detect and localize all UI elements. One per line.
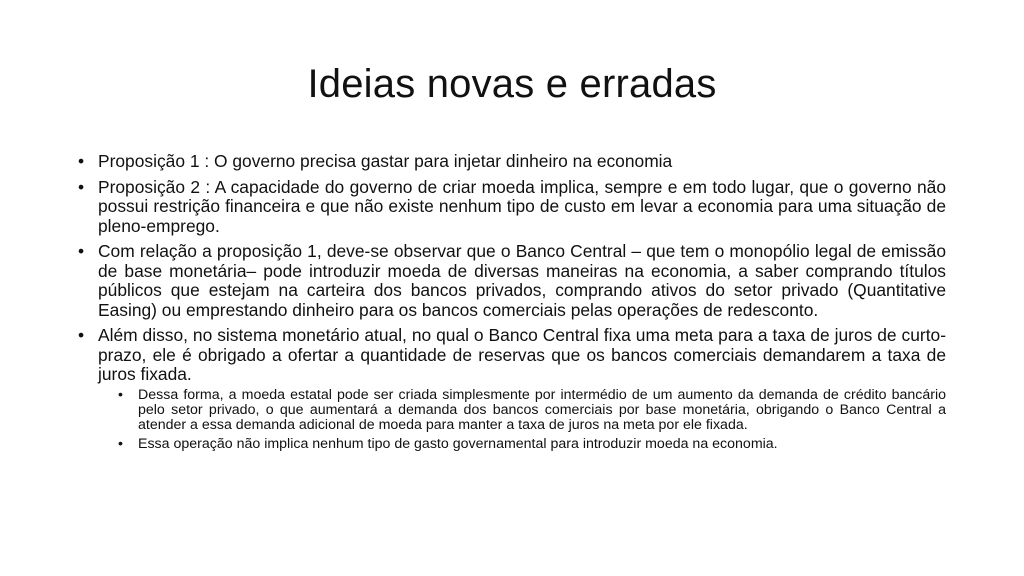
sub-bullet-dot-icon: • — [118, 436, 123, 453]
sub-bullet-text: Essa operação não implica nenhum tipo de gasto governamental para introduzir moeda na economia. — [138, 436, 778, 453]
bullet-dot-icon: • — [78, 176, 85, 197]
bullet-text: Com relação a proposição 1, deve-se observar que o Banco Central – que tem o monopólio legal de emissão de base monetária– pode introduzir moeda de diversas maneiras na economia, a saber comprando títulos públicos que estejam na carteira dos bancos privados, comprando ativos do setor privado (Quantitative Easing) ou emprestando dinheiro para os bancos comerciais pelas operações de redesconto. — [98, 241, 946, 320]
slide-content — [76, 152, 946, 459]
bullet-list — [76, 152, 946, 453]
bullet-text: Proposição 1 : O governo precisa gastar para injetar dinheiro na economia — [98, 151, 673, 171]
bullet-item-4 — [76, 326, 946, 453]
sub-bullet-list — [118, 388, 946, 453]
bullet-dot-icon: • — [78, 325, 85, 345]
bullet-text: Proposição 2 : A capacidade do governo de criar moeda implica, sempre e em todo lugar, que o governo não possui restrição financeira e que não existe nenhum tipo de custo em levar a economia para uma situação de pleno-emprego. — [98, 176, 946, 236]
bullet-text: Além disso, no sistema monetário atual, no qual o Banco Central fixa uma meta para a taxa de juros de curto-prazo, ele é obrigado a ofertar a quantidade de reservas que os bancos comerciais demandarem a taxa de juros fixada. — [98, 325, 946, 384]
sub-bullet-text: Dessa forma, a moeda estatal pode ser criada simplesmente por intermédio de um aumento da demanda de crédito bancário pelo setor privado, o que aumentará a demanda dos bancos comerciais por base monetária, obrigando o Banco Central a atender a essa demanda adicional de moeda para manter a taxa de juros na meta por ele fixada. — [138, 386, 946, 434]
sub-bullet-item-2 — [118, 437, 946, 452]
slide-title: Ideias novas e erradas — [307, 62, 717, 106]
sub-bullet-item-1 — [118, 388, 946, 434]
bullet-item-1 — [76, 152, 946, 172]
bullet-dot-icon: • — [78, 241, 85, 261]
sub-bullet-dot-icon: • — [118, 386, 123, 403]
bullet-item-2 — [76, 178, 946, 237]
bullet-dot-icon: • — [78, 151, 85, 171]
bullet-item-3 — [76, 242, 946, 320]
